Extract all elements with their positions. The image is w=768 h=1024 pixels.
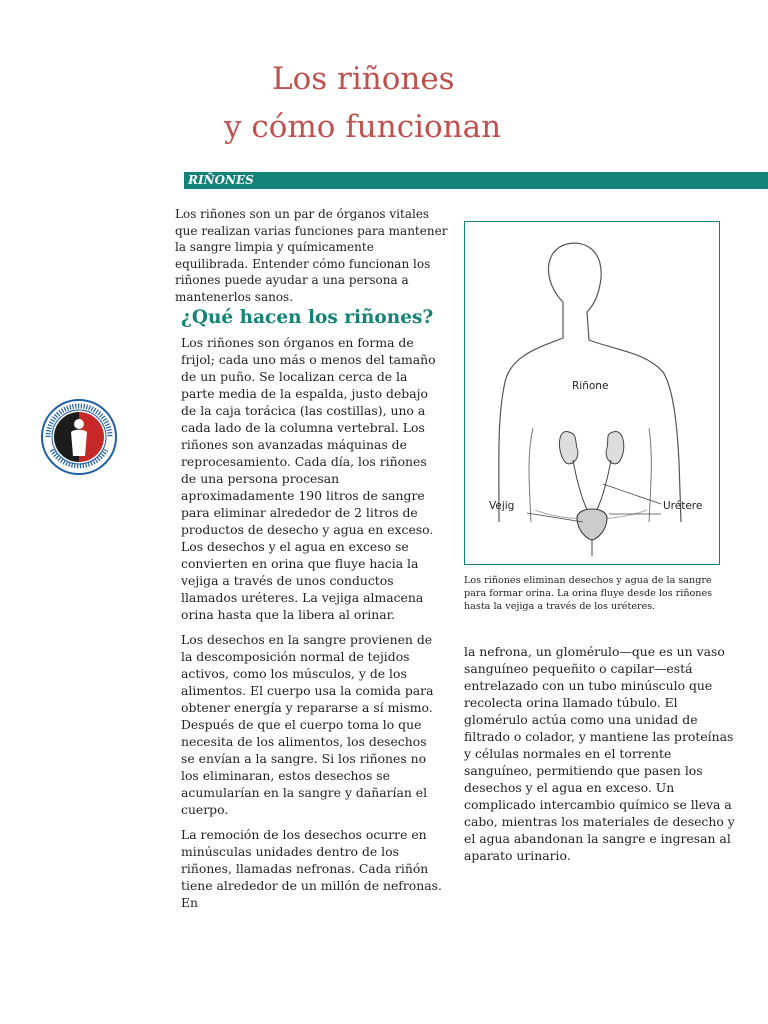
title-line-1: Los riñones bbox=[272, 61, 455, 97]
text-column-left bbox=[181, 334, 443, 919]
section-band-label: RIÑONES bbox=[188, 173, 254, 187]
title-line-2: y cómo funcionan bbox=[224, 109, 502, 145]
figure-caption: Los riñones eliminan desechos y agua de la sangre para formar orina. La orina fluye desde los riñones hasta la vejiga a través de los uréteres. bbox=[464, 575, 713, 612]
anatomy-figure bbox=[464, 221, 720, 565]
organization-seal-logo bbox=[40, 398, 118, 476]
label-ureter: Urétere bbox=[663, 500, 703, 512]
paragraph-3: La remoción de los desechos ocurre en minúsculas unidades dentro de los riñones, llamadas nefronas. Cada riñón tiene alrededor de un millón de nefronas. En bbox=[181, 827, 442, 910]
label-kidney: Riñone bbox=[572, 380, 609, 392]
body-illustration bbox=[465, 222, 721, 566]
page-title bbox=[0, 55, 768, 151]
text-column-right bbox=[464, 643, 739, 872]
paragraph-1: Los riñones son órganos en forma de frijol; cada uno más o menos del tamaño de un puño. Se localizan cerca de la parte media de la espalda, justo debajo de la caja torácica (las costillas), uno a cada lado de la columna vertebral. Los riñones son avanzadas máquinas de reprocesamiento. Cada día, los riñones de una persona procesan aproximadamente 190 litros de sangre para eliminar alrededor de 2 litros de productos de desecho y agua en exceso. Los desechos y el agua en exceso se convierten en orina que fluye hacia la vejiga a través de unos conductos llamados uréteres. La vejiga almacena orina hasta que la libera al orinar. bbox=[181, 335, 436, 622]
label-bladder: Vejig bbox=[489, 500, 515, 512]
intro-paragraph: Los riñones son un par de órganos vitales que realizan varias funciones para mantener la sangre limpia y químicamente equilibrada. Entender cómo funcionan los riñones puede ayudar a una persona a mantenerlos sanos. bbox=[175, 207, 448, 304]
section-band bbox=[184, 172, 768, 189]
paragraph-2: Los desechos en la sangre provienen de la descomposición normal de tejidos activos, como los músculos, y de los alimentos. El cuerpo usa la comida para obtener energía y repararse a sí mismo. Después de que el cuerpo toma lo que necesita de los alimentos, los desechos se envían a la sangre. Si los riñones no los eliminaran, estos desechos se acumularían en la sangre y dañarían el cuerpo. bbox=[181, 632, 434, 817]
paragraph-4: la nefrona, un glomérulo—que es un vaso sanguíneo pequeñito o capilar—está entrelazado con un tubo minúsculo que recolecta orina llamado túbulo. El glomérulo actúa como una unidad de filtrado o colador, y mantiene las proteínas y células normales en el torrente sanguíneo, permitiendo que pasen los desechos y el agua en exceso. Un complicado intercambio químico se lleva a cabo, mientras los materiales de desecho y el agua abandonan la sangre e ingresan al aparato urinario. bbox=[464, 644, 735, 863]
section-heading: ¿Qué hacen los riñones? bbox=[181, 307, 434, 328]
